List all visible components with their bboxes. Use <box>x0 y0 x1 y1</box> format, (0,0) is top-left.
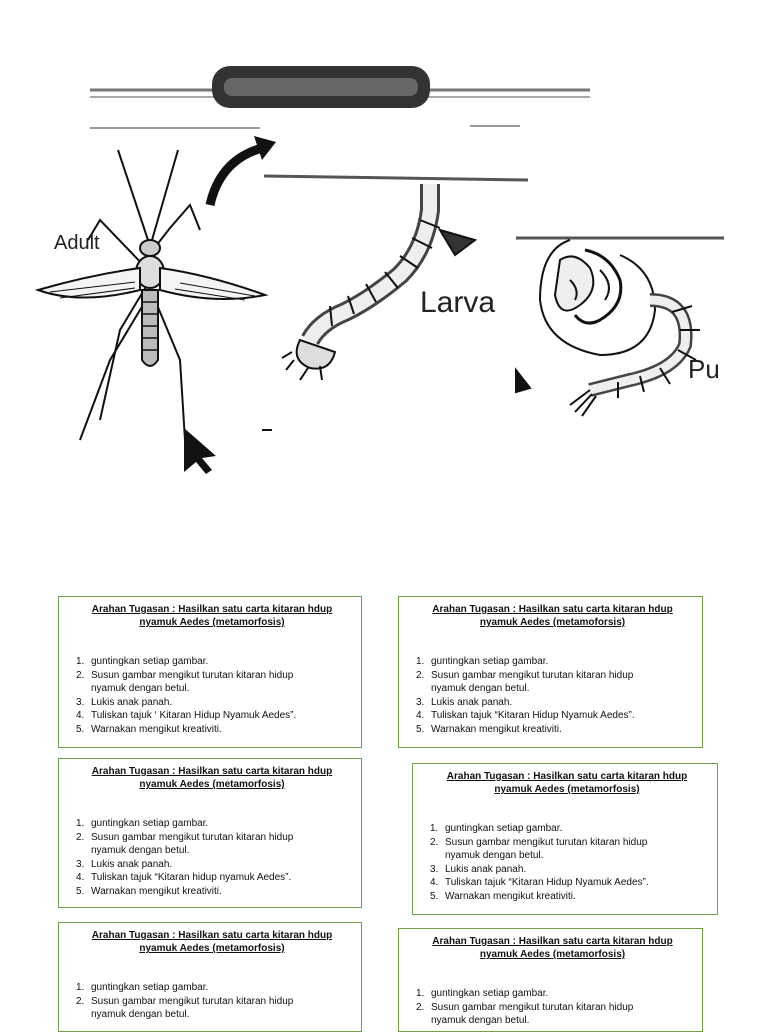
box-title <box>73 929 351 955</box>
box-title-line1: Arahan Tugasan : Hasilkan satu carta kitaran hdup <box>446 771 688 782</box>
list-item: nyamuk dengan betul. <box>91 845 190 857</box>
list-item: nyamuk dengan betul. <box>431 683 530 695</box>
list-item: 2. Susun gambar mengikut turutan kitaran hidup <box>76 995 294 1007</box>
instruction-box-1 <box>58 596 362 748</box>
list-item: 3. Lukis anak panah. <box>430 863 527 875</box>
box-title-line2: nyamuk Aedes (metamorfosis) <box>139 779 285 790</box>
box-title-line1: Arahan Tugasan : Hasilkan satu carta kitaran hdup <box>432 936 673 947</box>
instruction-list <box>413 655 692 737</box>
pupa-label: Pu <box>688 354 720 384</box>
box-title-line1: Arahan Tugasan : Hasilkan satu carta kitaran hdup <box>91 930 333 941</box>
box-title-line1: Arahan Tugasan : Hasilkan satu carta kitaran hdup <box>91 604 333 615</box>
box-title-line2: nyamuk Aedes (metamorfosis) <box>494 784 640 795</box>
larva-icon <box>264 176 528 380</box>
list-item: 2. Susun gambar mengikut turutan kitaran hidup <box>76 831 294 843</box>
list-item: 1. guntingkan setiap gambar. <box>76 818 209 829</box>
list-item: 2. Susun gambar mengikut turutan kitaran hidup <box>430 836 648 848</box>
pupa-icon <box>516 238 724 416</box>
list-item: 5. Warnakan mengikut kreativiti. <box>430 890 576 902</box>
heading-banner <box>90 66 590 128</box>
life-cycle-illustration <box>0 0 768 480</box>
instruction-list <box>427 822 707 904</box>
list-item: 3. Lukis anak panah. <box>76 696 173 708</box>
instruction-list <box>73 655 351 737</box>
list-item: 1. guntingkan setiap gambar. <box>430 823 563 834</box>
list-item: 5. Warnakan mengikut kreativiti. <box>76 723 222 735</box>
box-title-line2: nyamuk Aedes (metamoforsis) <box>479 617 626 628</box>
box-title-line2: nyamuk Aedes (metamorfosis) <box>139 943 285 954</box>
cycle-arrow-icon <box>210 148 262 205</box>
box-title-line1: Arahan Tugasan : Hasilkan satu carta kitaran hdup <box>432 604 673 615</box>
list-item: 1. guntingkan setiap gambar. <box>76 982 209 993</box>
list-item: nyamuk dengan betul. <box>91 683 190 695</box>
instruction-list <box>73 981 351 1022</box>
box-title <box>427 770 707 796</box>
instruction-box-6 <box>398 928 703 1032</box>
instruction-list <box>413 987 692 1028</box>
list-item: 4. Tuliskan tajuk “Kitaran Hidup Nyamuk Aedes”. <box>430 877 649 889</box>
list-item: 2. Susun gambar mengikut turutan kitaran hidup <box>416 1001 634 1013</box>
list-item: 4. Tuliskan tajuk “Kitaran hidup nyamuk Aedes”. <box>76 872 292 884</box>
box-title-line1: Arahan Tugasan : Hasilkan satu carta kitaran hdup <box>91 766 333 777</box>
instruction-box-2 <box>398 596 703 748</box>
list-item: 1. guntingkan setiap gambar. <box>416 656 549 667</box>
list-item: nyamuk dengan betul. <box>431 1015 530 1027</box>
list-item: 2. Susun gambar mengikut turutan kitaran hidup <box>76 669 294 681</box>
list-item: 3. Lukis anak panah. <box>76 858 173 870</box>
instruction-box-3 <box>58 758 362 908</box>
pointer-arrow-icon <box>184 428 216 474</box>
adult-mosquito-icon <box>38 150 265 440</box>
box-title-line2: nyamuk Aedes (metamorfosis) <box>139 617 285 628</box>
list-item: 4. Tuliskan tajuk ‘ Kitaran Hidup Nyamuk Aedes”. <box>76 710 297 722</box>
box-title <box>413 935 692 961</box>
list-item: 1. guntingkan setiap gambar. <box>76 656 209 667</box>
list-item: 3. Lukis anak panah. <box>416 696 513 708</box>
list-item: 2. Susun gambar mengikut turutan kitaran hidup <box>416 669 634 681</box>
list-item: nyamuk dengan betul. <box>445 850 544 862</box>
list-item: 4. Tuliskan tajuk “Kitaran Hidup Nyamuk Aedes”. <box>416 710 635 722</box>
box-title-line2: nyamuk Aedes (metamorfosis) <box>479 949 626 960</box>
adult-label: Adult <box>54 232 100 254</box>
list-item: 5. Warnakan mengikut kreativiti. <box>416 723 562 735</box>
box-title <box>73 765 351 791</box>
larva-label: Larva <box>420 286 496 319</box>
instruction-box-5 <box>58 922 362 1032</box>
list-item: 1. guntingkan setiap gambar. <box>416 988 549 999</box>
list-item: 5. Warnakan mengikut kreativiti. <box>76 885 222 897</box>
box-title <box>73 603 351 629</box>
list-item: nyamuk dengan betul. <box>91 1009 190 1021</box>
instruction-list <box>73 817 351 899</box>
box-title <box>413 603 692 629</box>
instruction-box-4 <box>412 763 718 915</box>
